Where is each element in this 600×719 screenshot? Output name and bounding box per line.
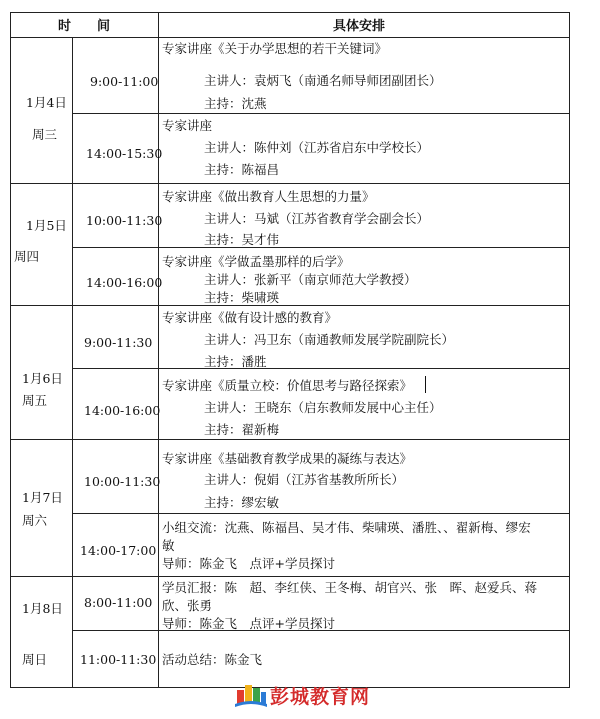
day-date: 1月5日 bbox=[26, 218, 67, 233]
session-line: 专家讲座《学做孟墨那样的后学》 bbox=[162, 254, 350, 269]
day-date: 1月6日 bbox=[22, 371, 63, 386]
session-line: 主讲人：倪娟（江苏省基教所所长） bbox=[204, 472, 405, 487]
session-line: 主持：潘胜 bbox=[204, 354, 267, 369]
table-rule bbox=[10, 576, 570, 577]
day-weekday: 周四 bbox=[14, 249, 40, 264]
session-line: 主持：柴啸瑛 bbox=[204, 290, 280, 305]
table-rule bbox=[158, 12, 159, 688]
table-rule bbox=[72, 513, 570, 514]
table-rule bbox=[10, 439, 570, 440]
day-weekday: 周五 bbox=[22, 393, 48, 408]
session-time: 14:00-16:00 bbox=[86, 275, 163, 290]
session-time: 11:00-11:30 bbox=[80, 652, 157, 667]
session-line: 活动总结：陈金飞 bbox=[162, 652, 263, 667]
text-cursor bbox=[425, 376, 426, 393]
day-weekday: 周日 bbox=[22, 652, 48, 667]
day-weekday: 周六 bbox=[22, 513, 48, 528]
table-rule bbox=[72, 113, 570, 114]
session-time: 9:00-11:30 bbox=[84, 335, 153, 350]
table-rule bbox=[72, 37, 73, 688]
session-line: 主持：吴才伟 bbox=[204, 232, 280, 247]
session-line: 专家讲座《做有设计感的教育》 bbox=[162, 310, 338, 325]
day-date: 1月8日 bbox=[22, 601, 63, 616]
header-time: 时 间 bbox=[58, 19, 111, 34]
session-line: 主持：陈福昌 bbox=[204, 162, 280, 177]
table-rule bbox=[10, 37, 570, 38]
table-rule bbox=[72, 247, 570, 248]
session-time: 14:00-17:00 bbox=[80, 543, 157, 558]
book-logo-icon bbox=[234, 678, 268, 708]
day-date: 1月4日 bbox=[26, 95, 67, 110]
session-line: 主讲人：陈仲刘（江苏省启东中学校长） bbox=[204, 140, 430, 155]
session-line: 小组交流：沈燕、陈福昌、吴才伟、柴啸瑛、潘胜、、翟新梅、缪宏 bbox=[162, 520, 531, 535]
site-logo bbox=[234, 678, 384, 710]
session-line: 专家讲座《关于办学思想的若干关键词》 bbox=[162, 41, 388, 56]
session-time: 10:00-11:30 bbox=[84, 474, 161, 489]
day-date: 1月7日 bbox=[22, 490, 63, 505]
session-time: 14:00-15:30 bbox=[86, 146, 163, 161]
table-rule bbox=[72, 368, 570, 369]
session-line: 欣、张勇 bbox=[162, 598, 213, 613]
session-line: 主讲人：马斌（江苏省教育学会副会长） bbox=[204, 211, 430, 226]
session-line: 导师：陈金飞 点评+学员探讨 bbox=[162, 616, 335, 631]
session-line: 主讲人：袁炳飞（南通名师导师团副团长） bbox=[204, 73, 442, 88]
session-line: 主持：沈燕 bbox=[204, 96, 267, 111]
session-line: 主讲人：冯卫东（南通教师发展学院副院长） bbox=[204, 332, 455, 347]
session-line: 专家讲座《做出教育人生思想的力量》 bbox=[162, 189, 375, 204]
session-line: 主持：缪宏敏 bbox=[204, 495, 280, 510]
session-time: 8:00-11:00 bbox=[84, 595, 153, 610]
session-time: 9:00-11:00 bbox=[90, 74, 159, 89]
session-time: 14:00-16:00 bbox=[84, 403, 161, 418]
header-plan: 具体安排 bbox=[333, 19, 386, 34]
day-weekday: 周三 bbox=[32, 127, 58, 142]
session-line: 主持：翟新梅 bbox=[204, 422, 280, 437]
session-line: 专家讲座 bbox=[162, 118, 213, 133]
session-line: 敏 bbox=[162, 538, 175, 553]
site-logo-text: 彭城教育网 bbox=[270, 686, 371, 708]
session-time: 10:00-11:30 bbox=[86, 213, 163, 228]
session-line: 专家讲座《质量立校：价值思考与路径探索》 bbox=[162, 378, 413, 393]
session-line: 学员汇报：陈 超、李红侠、王冬梅、胡官兴、张 晖、赵爱兵、蒋 bbox=[162, 580, 538, 595]
session-line: 主讲人：张新平（南京师范大学教授） bbox=[204, 272, 417, 287]
session-line: 主讲人：王晓东（启东教师发展中心主任） bbox=[204, 400, 442, 415]
table-rule bbox=[10, 305, 570, 306]
table-rule bbox=[10, 183, 570, 184]
session-line: 专家讲座《基础教育教学成果的凝练与表达》 bbox=[162, 451, 413, 466]
session-line: 导师：陈金飞 点评+学员探讨 bbox=[162, 556, 335, 571]
